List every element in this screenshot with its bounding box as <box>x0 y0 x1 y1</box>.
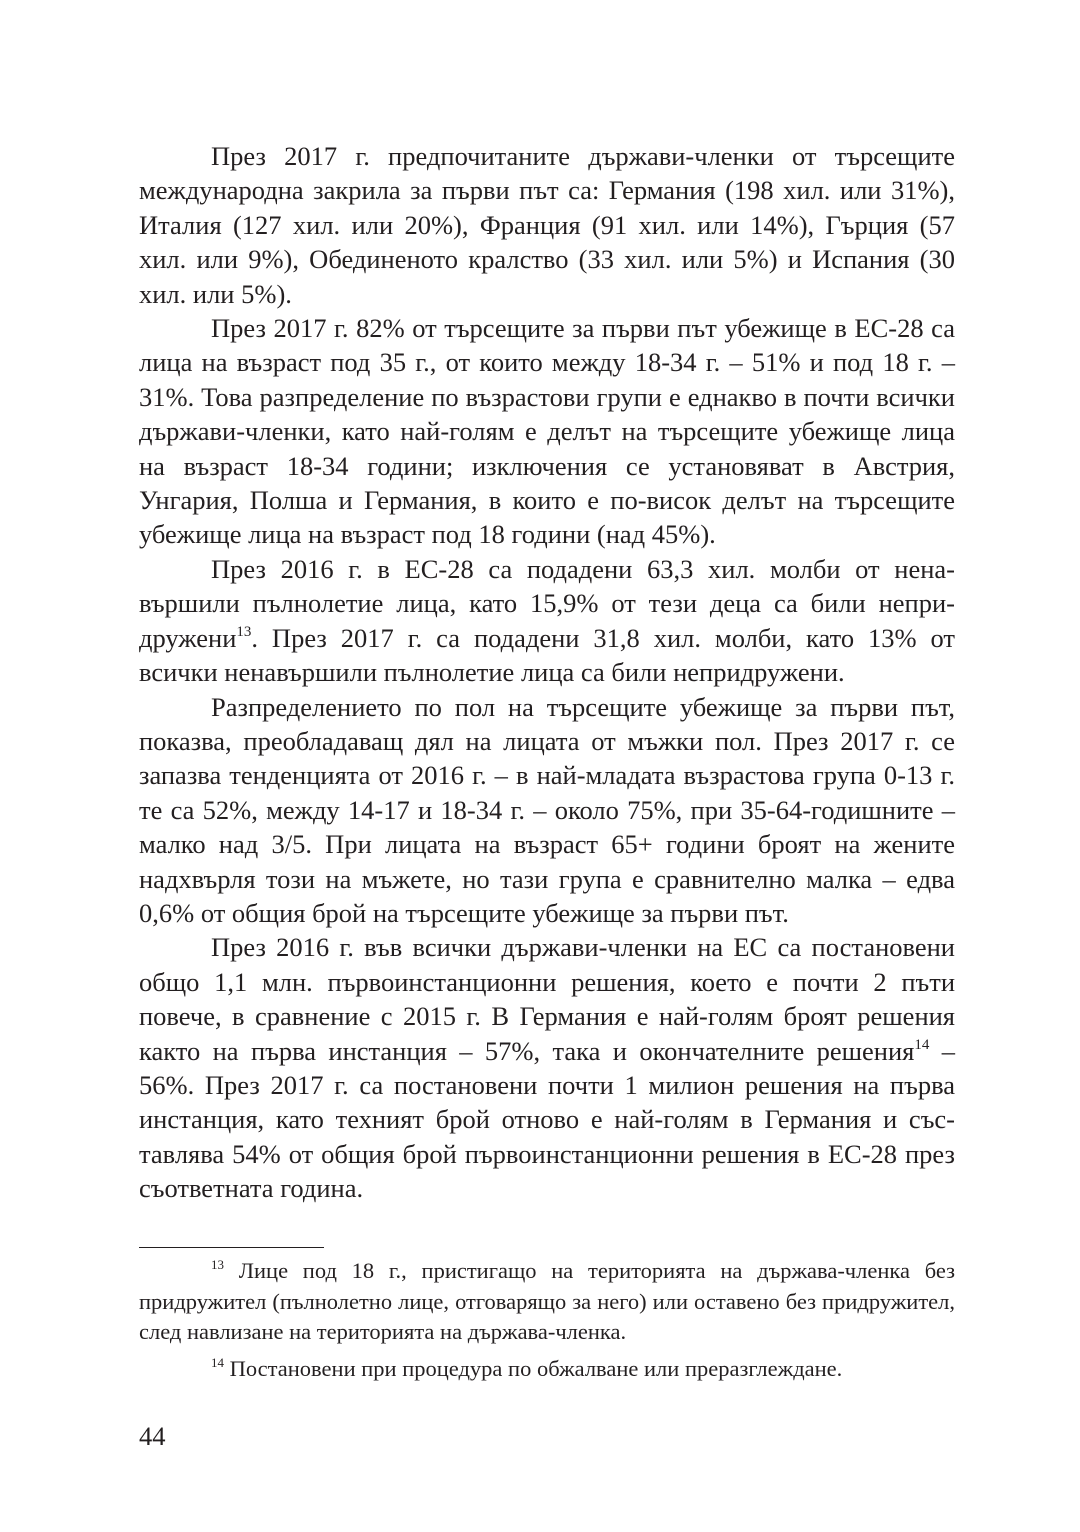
footnote-number-14: 14 <box>211 1354 224 1370</box>
paragraph-gender-distribution: Разпределението по пол на търсещите убежище за първи път, показва, преобладаващ дял на лицата от мъжки пол. През 2017 г. се запазва тенденцията от 2016 г. – в най-младата възрастова група 0-13 г. те са 52%, между 14-17 и 18-34 г. – около 75%, при 35-64-годишните – малко над 3/5. При лицата на възраст 65+ години броят на жените надхвърля този на мъжете, но тази група е сравнително малка – едва 0,6% от общия брой на търсещите убежище за първи път. <box>139 691 955 928</box>
paragraph-minors <box>139 552 955 690</box>
paragraph-minors-text-1: През 2016 г. в ЕС-28 са подадени 63,3 хил. молби от ненавършили пълнолетие лица, като 15,9% от тези деца са били непридружени <box>139 553 955 653</box>
footnote-14 <box>139 1354 955 1385</box>
footnotes <box>139 1256 955 1384</box>
page-number: 44 <box>139 1421 166 1451</box>
paragraph-decisions <box>139 930 955 1205</box>
footnote-13 <box>139 1256 955 1348</box>
paragraph-age-distribution: През 2017 г. 82% от търсещите за първи път убежище в ЕС-28 са лица на възраст под 35 г., от които между 18-34 г. – 51% и под 18 г. – 31%. Това разпределение по възрастови групи е еднакво в почти всички държави-членки, като най-голям е делът на търсещите убежище лица на възраст 18-34 години; изключения се установяват в Австрия, Унгария, Полша и Германия, в които е по-висок делът на търсещите убежище лица на възраст под 18 години (над 45%). <box>139 313 955 550</box>
paragraph-minors-text-2: . През 2017 г. са подадени 31,8 хил. молби, като 13% от всички ненавършили пълнолетие лица са били непридружени. <box>139 622 955 688</box>
footnote-ref-14[interactable]: 14 <box>914 1036 930 1053</box>
paragraph-decisions-text-1: През 2016 г. във всички държави-членки на ЕС са постановени общо 1,1 млн. първоинстанционни решения, което е почти 2 пъти повече, в сравнение с 2015 г. В Германия е най-голям броят решения както на първа инстанция – 57%, така и окончателните решения <box>139 932 955 1066</box>
footnote-text-14: Постановени при процедура по обжалване или преразглеждане. <box>224 1355 843 1381</box>
footnote-text-13: Лице под 18 г., пристигащо на територията на държава-членка без придружител (пълнолетно лице, отговарящо за него) или оставено без придружител, след навлизане на територията на държава-членка. <box>139 1258 955 1344</box>
footnote-number-13: 13 <box>211 1257 224 1272</box>
footnote-ref-13[interactable]: 13 <box>236 623 252 640</box>
footnote-separator <box>139 1247 324 1248</box>
main-text <box>139 139 955 1206</box>
paragraph-decisions-text-2: – 56%. През 2017 г. са постановени почти 1 милион решения на първа инстанция, като техният брой отново е най-голям в Германия и съставлява 54% от общия брой първоинстанционни решения в ЕС-28 през съответната година. <box>139 1035 955 1204</box>
paragraph-preferred-countries: През 2017 г. предпочитаните държави-членки от търсещите международна закрила за първи път са: Германия (198 хил. или 31%), Италия (127 хил. или 20%), Франция (91 хил. или 14%), Гърция (57 хил. или 9%), Обединеното кралство (33 хил. или 5%) и Испания (30 хил. или 5%). <box>139 141 955 309</box>
